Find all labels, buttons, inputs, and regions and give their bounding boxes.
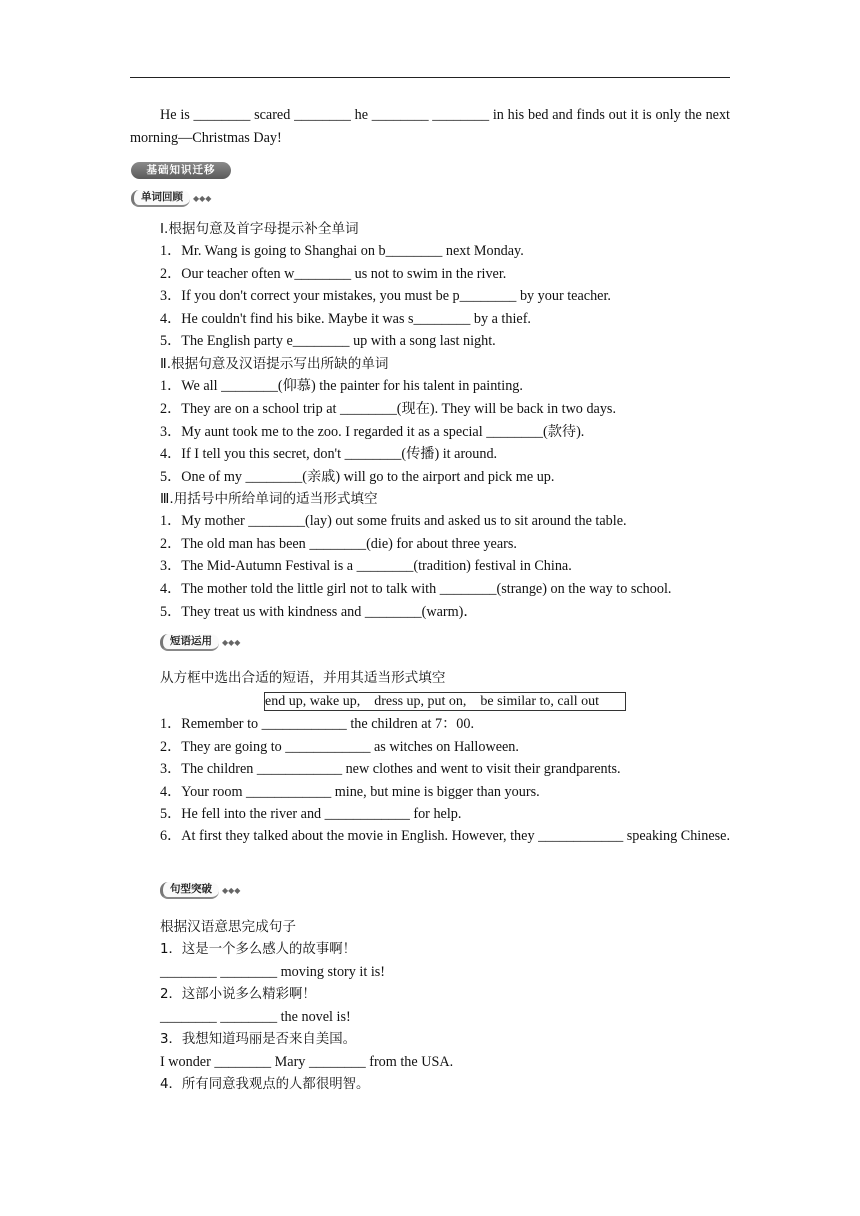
tag-label: 单词回顾 bbox=[131, 190, 190, 207]
part2-item: 4．If I tell you this secret, don't ________(传播) it around. bbox=[160, 446, 498, 462]
phrase-item-6-line-1: 6．At first they talked about the movie in English. However, they ____________ speaking bbox=[160, 828, 678, 844]
sentence-zh: 2．这部小说多么精彩啊！ bbox=[160, 987, 316, 1002]
tag-sentences bbox=[160, 882, 240, 898]
sentences-heading: 根据汉语意思完成句子 bbox=[160, 919, 296, 935]
intro-line-2: the next morning—Christmas Day! bbox=[130, 107, 731, 146]
part1-item: 1．Mr. Wang is going to Shanghai on b________ next Monday. bbox=[160, 243, 524, 259]
phrase-item: 3．The children ____________ new clothes and went to visit their grandparents. bbox=[160, 761, 621, 777]
sentence-en: ________ ________ moving story it is! bbox=[160, 964, 386, 980]
diamond-icon: ◆◆◆ bbox=[222, 637, 241, 647]
part3-item: 1．My mother ________(lay) out some fruits and asked us to sit around the table. bbox=[160, 513, 627, 529]
tag-label: 句型突破 bbox=[160, 882, 219, 899]
part3-item: 4．The mother told the little girl not to talk with ________(strange) on the way to school. bbox=[160, 581, 672, 597]
sentence-en: ________ ________ the novel is! bbox=[160, 1009, 351, 1025]
part2-item: 5．One of my ________(亲戚) will go to the airport and pick me up. bbox=[160, 469, 555, 485]
phrase-item: 2．They are going to ____________ as witches on Halloween. bbox=[160, 739, 519, 755]
phrase-item-6 bbox=[130, 825, 730, 848]
phrases-heading: 从方框中选出合适的短语，并用其适当形式填空 bbox=[160, 670, 446, 686]
part1-heading: Ⅰ.根据句意及首字母提示补全单词 bbox=[160, 221, 359, 237]
sentence-zh: 1．这是一个多么感人的故事啊！ bbox=[160, 942, 356, 957]
part2-item: 2．They are on a school trip at ________(现在). They will be back in two days. bbox=[160, 401, 617, 417]
sentence-zh: 4．所有同意我观点的人都很明智。 bbox=[160, 1077, 370, 1092]
intro-paragraph bbox=[130, 104, 730, 149]
phrase-item: 4．Your room ____________ mine, but mine is bigger than yours. bbox=[160, 784, 540, 800]
sentence-en: I wonder ________ Mary ________ from the USA. bbox=[160, 1054, 454, 1070]
header-rule bbox=[130, 77, 730, 78]
part3-item: 5．They treat us with kindness and ________(warm)． bbox=[160, 604, 478, 620]
part1-item: 5．The English party e________ up with a song last night. bbox=[160, 333, 496, 349]
part1-item: 2．Our teacher often w________ us not to swim in the river. bbox=[160, 266, 507, 282]
diamond-icon: ◆◆◆ bbox=[193, 193, 212, 203]
part1-item: 3．If you don't correct your mistakes, you must be p________ by your teacher. bbox=[160, 288, 611, 304]
part1-item: 4．He couldn't find his bike. Maybe it was s________ by a thief. bbox=[160, 311, 531, 327]
diamond-icon: ◆◆◆ bbox=[222, 885, 241, 895]
sentence-zh: 3．我想知道玛丽是否来自美国。 bbox=[160, 1032, 356, 1047]
phrase-item: 5．He fell into the river and ____________ for help. bbox=[160, 806, 462, 822]
tag-label: 短语运用 bbox=[160, 634, 219, 651]
tag-words-review bbox=[131, 190, 211, 206]
part2-heading: Ⅱ.根据句意及汉语提示写出所缺的单词 bbox=[160, 356, 389, 372]
phrase-item-6-line-2: Chinese. bbox=[680, 828, 730, 844]
intro-line-1: He is ________ scared ________ he ________ ________ in his bed and finds out it is only bbox=[160, 107, 681, 123]
phrase-box: end up, wake up, dress up, put on, be similar to, call out bbox=[264, 692, 626, 711]
tag-phrases bbox=[160, 634, 240, 650]
part2-item: 1．We all ________(仰慕) the painter for his talent in painting. bbox=[160, 378, 523, 394]
part3-item: 2．The old man has been ________(die) for about three years. bbox=[160, 536, 517, 552]
phrase-item: 1．Remember to ____________ the children at 7：00. bbox=[160, 716, 475, 732]
part3-heading: Ⅲ.用括号中所给单词的适当形式填空 bbox=[160, 491, 378, 507]
part3-item: 3．The Mid-Autumn Festival is a ________(tradition) festival in China. bbox=[160, 558, 572, 574]
section-badge: 基础知识迁移 bbox=[131, 162, 231, 179]
part2-item: 3．My aunt took me to the zoo. I regarded it as a special ________(款待). bbox=[160, 424, 585, 440]
